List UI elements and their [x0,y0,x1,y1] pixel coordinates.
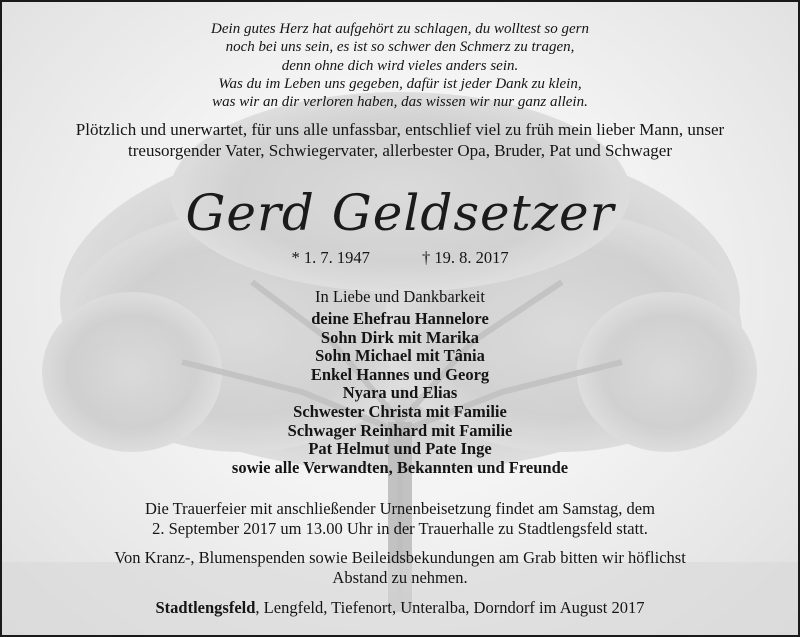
mourner-entry: deine Ehefrau Hannelore [311,309,489,328]
mourner-entry: Nyara und Elias [342,383,458,403]
mourners-list [2,310,798,477]
obituary-content [2,2,798,635]
poem [2,20,798,111]
place-rest: , Lengfeld, Tiefenort, Unteralba, Dorndorf im August 2017 [255,598,645,617]
intro-line: treusorgender Vater, Schwiegervater, allerbester Opa, Bruder, Pat und Schwager [128,141,672,160]
mourner-entry: sowie alle Verwandten, Bekannten und Freunde [231,457,569,477]
funeral-service-info [2,499,798,539]
love-line: In Liebe und Dankbarkeit [315,287,485,306]
birth-date: * 1. 7. 1947 [291,248,370,267]
service-line: 2. September 2017 um 13.00 Uhr in der Trauerhalle zu Stadtlengsfeld statt. [152,519,648,538]
announcement-intro [2,119,798,161]
flowers-line: Von Kranz-, Blumenspenden sowie Beileidsbekundungen am Grab bitten wir höflichst [114,548,686,567]
flowers-line: Abstand zu nehmen. [332,567,468,587]
mourner-entry: Schwager Reinhard mit Familie [287,420,513,440]
intro-line: Plötzlich und unerwartet, für uns alle unfassbar, entschlief viel zu früh mein lieber Mann, unser [75,120,725,139]
place-and-date [2,598,798,618]
mourner-entry: Pat Helmut und Pate Inge [308,439,492,459]
service-line: Die Trauerfeier mit anschließender Urnenbeisetzung findet am Samstag, dem [145,499,655,518]
flowers-request [2,548,798,587]
place-name: Stadtlengsfeld [155,598,256,617]
mourner-entry: Enkel Hannes und Georg [310,364,490,384]
poem-line: Dein gutes Herz hat aufgehört zu schlagen, du wolltest so gern [211,21,589,37]
deceased-name: Gerd Geldsetzer [185,184,615,242]
mourner-entry: Schwester Christa mit Familie [293,401,507,421]
mourner-entry: Sohn Dirk mit Marika [320,327,480,347]
life-dates [2,248,798,268]
poem-line: noch bei uns sein, es ist so schwer den Schmerz zu tragen, [225,39,575,56]
poem-line: was wir an dir verloren haben, das wissen wir nur ganz allein. [212,94,588,111]
death-date: † 19. 8. 2017 [421,248,509,267]
poem-line: denn ohne dich wird vieles anders sein. [281,57,519,74]
poem-line: Was du im Leben uns gegeben, dafür ist jeder Dank zu klein, [218,75,582,92]
mourner-entry: Sohn Michael mit Tânia [315,346,485,366]
